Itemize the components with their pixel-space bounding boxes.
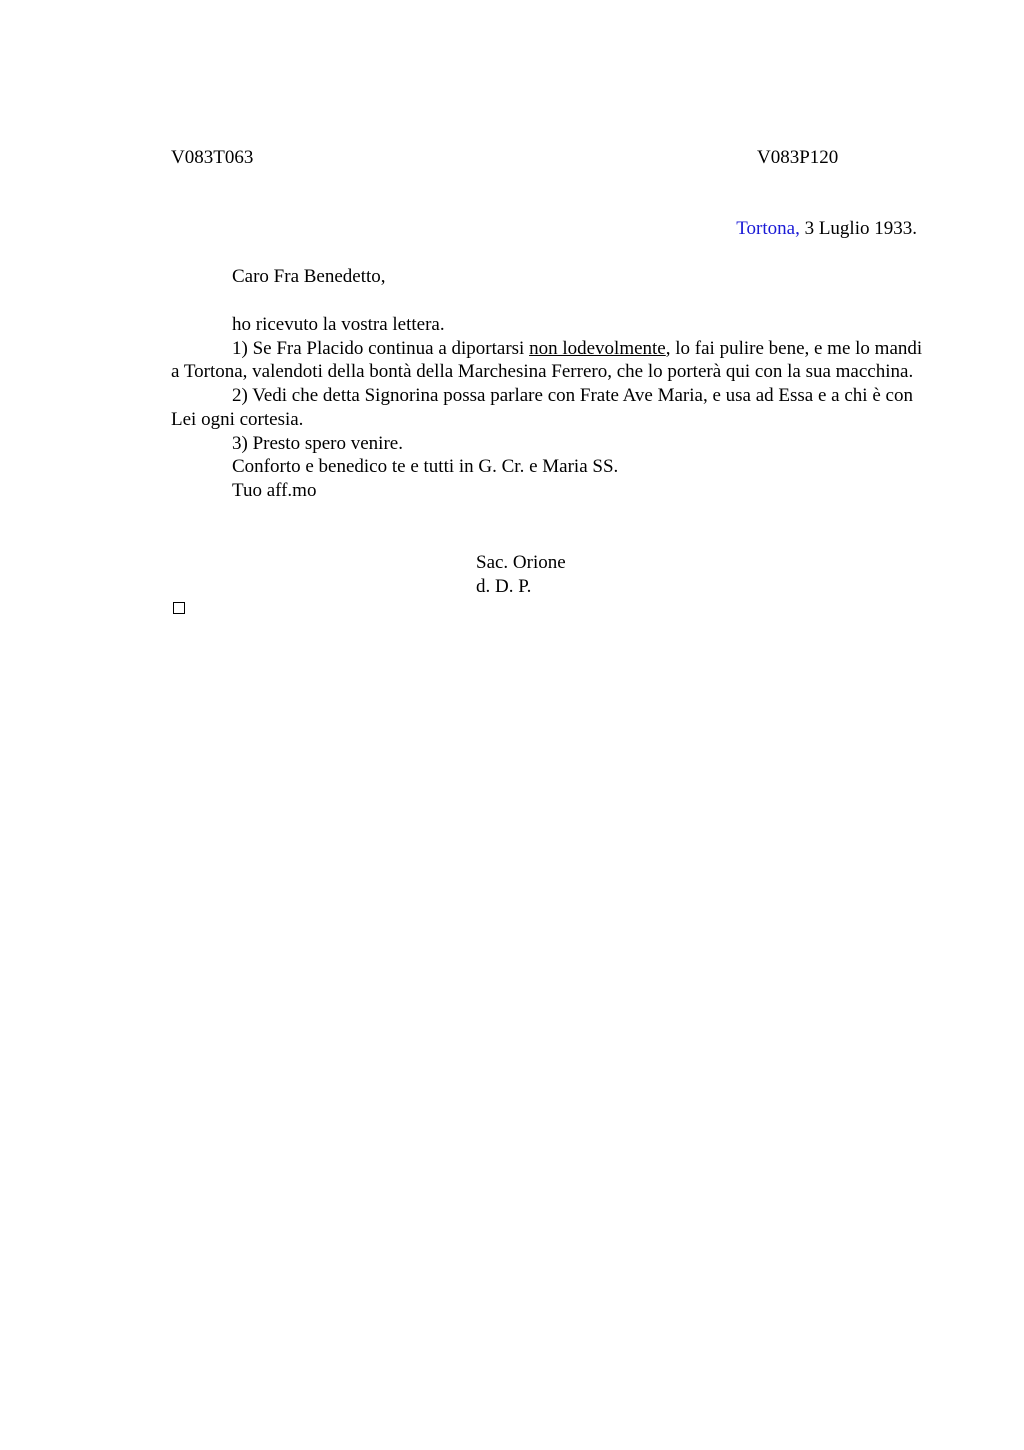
document-code-left: V083T063 [171, 147, 254, 168]
paragraph-6: Tuo aff.mo [232, 479, 317, 501]
paragraph-2 [171, 337, 931, 384]
paragraph-1: ho ricevuto la vostra lettera. [232, 314, 445, 335]
paragraph-3: 2) Vedi che detta Signorina possa parlare con Frate Ave Maria, e usa ad Essa e a chi è con Lei ogni cortesia. [171, 385, 913, 430]
paragraph-2-end: , lo fai pulire bene, e me lo mandi a Tortona, valendoti della bontà della Marchesina Ferrero, che lo porterà qui con la sua macchina. [171, 337, 923, 383]
underlined-phrase: non lodevolmente [529, 337, 666, 359]
signature-name: Sac. Orione [476, 552, 566, 573]
dateline [736, 218, 917, 240]
checkbox-square-icon [173, 602, 185, 614]
paragraph-2-start: 1) Se Fra Placido continua a diportarsi [232, 337, 530, 359]
signature-block [476, 551, 566, 599]
dateline-place: Tortona, [736, 218, 800, 239]
dateline-date: 3 Luglio 1933. [804, 218, 917, 239]
signature-title: d. D. P. [476, 576, 532, 597]
paragraph-4: 3) Presto spero venire. [232, 432, 403, 454]
document-code-right: V083P120 [757, 147, 839, 168]
letter-body [171, 313, 931, 503]
paragraph-5: Conforto e benedico te e tutti in G. Cr. e Maria SS. [232, 456, 619, 478]
salutation: Caro Fra Benedetto, [232, 266, 386, 287]
